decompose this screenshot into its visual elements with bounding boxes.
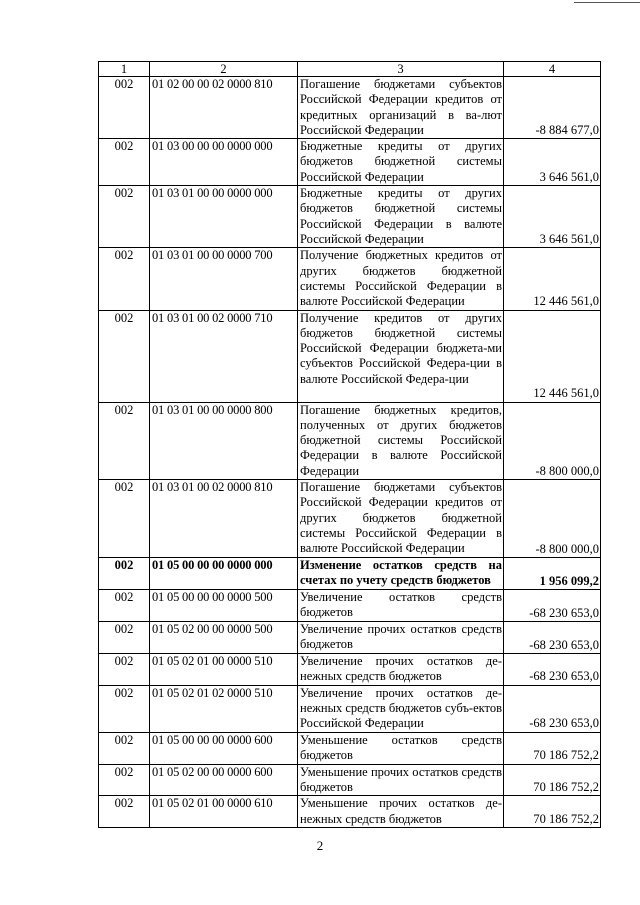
budget-code-cell: 01 02 00 00 02 0000 810 [150, 77, 298, 139]
description-cell: Уменьшение остатков средств бюджетов [298, 732, 504, 764]
table-row [99, 732, 601, 764]
budget-sources-table [98, 61, 601, 828]
description-cell: Увеличение прочих остатков средств бюджетов [298, 622, 504, 654]
column-number-4: 4 [504, 62, 601, 77]
description-cell: Изменение остатков средств на счетах по учету средств бюджетов [298, 558, 504, 590]
table-row [99, 402, 601, 479]
top-edge-rule [574, 2, 640, 3]
description-cell: Увеличение остатков средств бюджетов [298, 590, 504, 622]
table-row [99, 139, 601, 186]
budget-code-cell: 01 03 01 00 00 0000 000 [150, 186, 298, 248]
description-cell: Уменьшение прочих остатков средств бюджетов [298, 764, 504, 796]
amount-cell: 70 186 752,2 [504, 764, 601, 796]
budget-code-cell: 01 03 01 00 02 0000 710 [150, 310, 298, 402]
column-number-1: 1 [99, 62, 150, 77]
admin-code-cell: 002 [99, 732, 150, 764]
description-cell: Бюджетные кредиты от других бюджетов бюджетной системы Российской Федерации в валюте Российской Федерации [298, 186, 504, 248]
table-row [99, 590, 601, 622]
amount-cell: -8 800 000,0 [504, 480, 601, 558]
description-cell: Получение кредитов от других бюджетов бюджетной системы Российской Федерации бюджета-ми субъектов Российской Федера-ции в валюте Российской Федера-ции [298, 310, 504, 402]
table-row [99, 558, 601, 590]
amount-cell: -68 230 653,0 [504, 622, 601, 654]
column-number-row [99, 62, 601, 77]
admin-code-cell: 002 [99, 77, 150, 139]
budget-code-cell: 01 05 00 00 00 0000 500 [150, 590, 298, 622]
description-cell: Погашение бюджетных кредитов, полученных от других бюджетов бюджетной системы Российской Федерации в валюте Российской Федерации [298, 402, 504, 479]
amount-cell: 3 646 561,0 [504, 186, 601, 248]
amount-cell: -8 884 677,0 [504, 77, 601, 139]
admin-code-cell: 002 [99, 685, 150, 732]
table-row [99, 77, 601, 139]
budget-code-cell: 01 05 02 00 00 0000 500 [150, 622, 298, 654]
table-row [99, 310, 601, 402]
description-cell: Получение бюджетных кредитов от других бюджетов бюджетной системы Российской Федерации в валюте Российской Федерации [298, 248, 504, 310]
description-cell: Увеличение прочих остатков де-нежных средств бюджетов [298, 654, 504, 686]
column-number-3: 3 [298, 62, 504, 77]
amount-cell: 70 186 752,2 [504, 796, 601, 828]
budget-code-cell: 01 05 02 00 00 0000 600 [150, 764, 298, 796]
admin-code-cell: 002 [99, 654, 150, 686]
admin-code-cell: 002 [99, 622, 150, 654]
table-row [99, 764, 601, 796]
amount-cell: 1 956 099,2 [504, 558, 601, 590]
admin-code-cell: 002 [99, 480, 150, 558]
description-cell: Погашение бюджетами субъектов Российской Федерации кредитов от других бюджетов бюджетной системы Российской Федерации в валюте Российской Федерации [298, 480, 504, 558]
page-number: 2 [316, 838, 324, 853]
amount-cell: -68 230 653,0 [504, 685, 601, 732]
admin-code-cell: 002 [99, 558, 150, 590]
admin-code-cell: 002 [99, 186, 150, 248]
description-cell: Увеличение прочих остатков де-нежных средств бюджетов субъ-ектов Российской Федерации [298, 685, 504, 732]
admin-code-cell: 002 [99, 310, 150, 402]
amount-cell: 70 186 752,2 [504, 732, 601, 764]
description-cell: Уменьшение прочих остатков де-нежных средств бюджетов [298, 796, 504, 828]
admin-code-cell: 002 [99, 248, 150, 310]
table-row [99, 685, 601, 732]
amount-cell: 12 446 561,0 [504, 310, 601, 402]
admin-code-cell: 002 [99, 139, 150, 186]
table-row [99, 248, 601, 310]
amount-cell: -8 800 000,0 [504, 402, 601, 479]
budget-code-cell: 01 05 00 00 00 0000 600 [150, 732, 298, 764]
admin-code-cell: 002 [99, 764, 150, 796]
column-number-2: 2 [150, 62, 298, 77]
budget-code-cell: 01 03 00 00 00 0000 000 [150, 139, 298, 186]
table-row [99, 622, 601, 654]
budget-code-cell: 01 03 01 00 00 0000 700 [150, 248, 298, 310]
budget-code-cell: 01 05 02 01 00 0000 610 [150, 796, 298, 828]
amount-cell: 3 646 561,0 [504, 139, 601, 186]
admin-code-cell: 002 [99, 402, 150, 479]
budget-code-cell: 01 05 00 00 00 0000 000 [150, 558, 298, 590]
table-row [99, 480, 601, 558]
table-row [99, 796, 601, 828]
amount-cell: 12 446 561,0 [504, 248, 601, 310]
admin-code-cell: 002 [99, 796, 150, 828]
admin-code-cell: 002 [99, 590, 150, 622]
description-cell: Бюджетные кредиты от других бюджетов бюджетной системы Российской Федерации [298, 139, 504, 186]
description-cell: Погашение бюджетами субъектов Российской Федерации кредитов от кредитных организаций в ва-лют Российской Федерации [298, 77, 504, 139]
amount-cell: -68 230 653,0 [504, 590, 601, 622]
table-body [99, 77, 601, 828]
table-row [99, 654, 601, 686]
table-row [99, 186, 601, 248]
budget-code-cell: 01 03 01 00 00 0000 800 [150, 402, 298, 479]
amount-cell: -68 230 653,0 [504, 654, 601, 686]
budget-code-cell: 01 05 02 01 00 0000 510 [150, 654, 298, 686]
budget-code-cell: 01 05 02 01 02 0000 510 [150, 685, 298, 732]
budget-code-cell: 01 03 01 00 02 0000 810 [150, 480, 298, 558]
